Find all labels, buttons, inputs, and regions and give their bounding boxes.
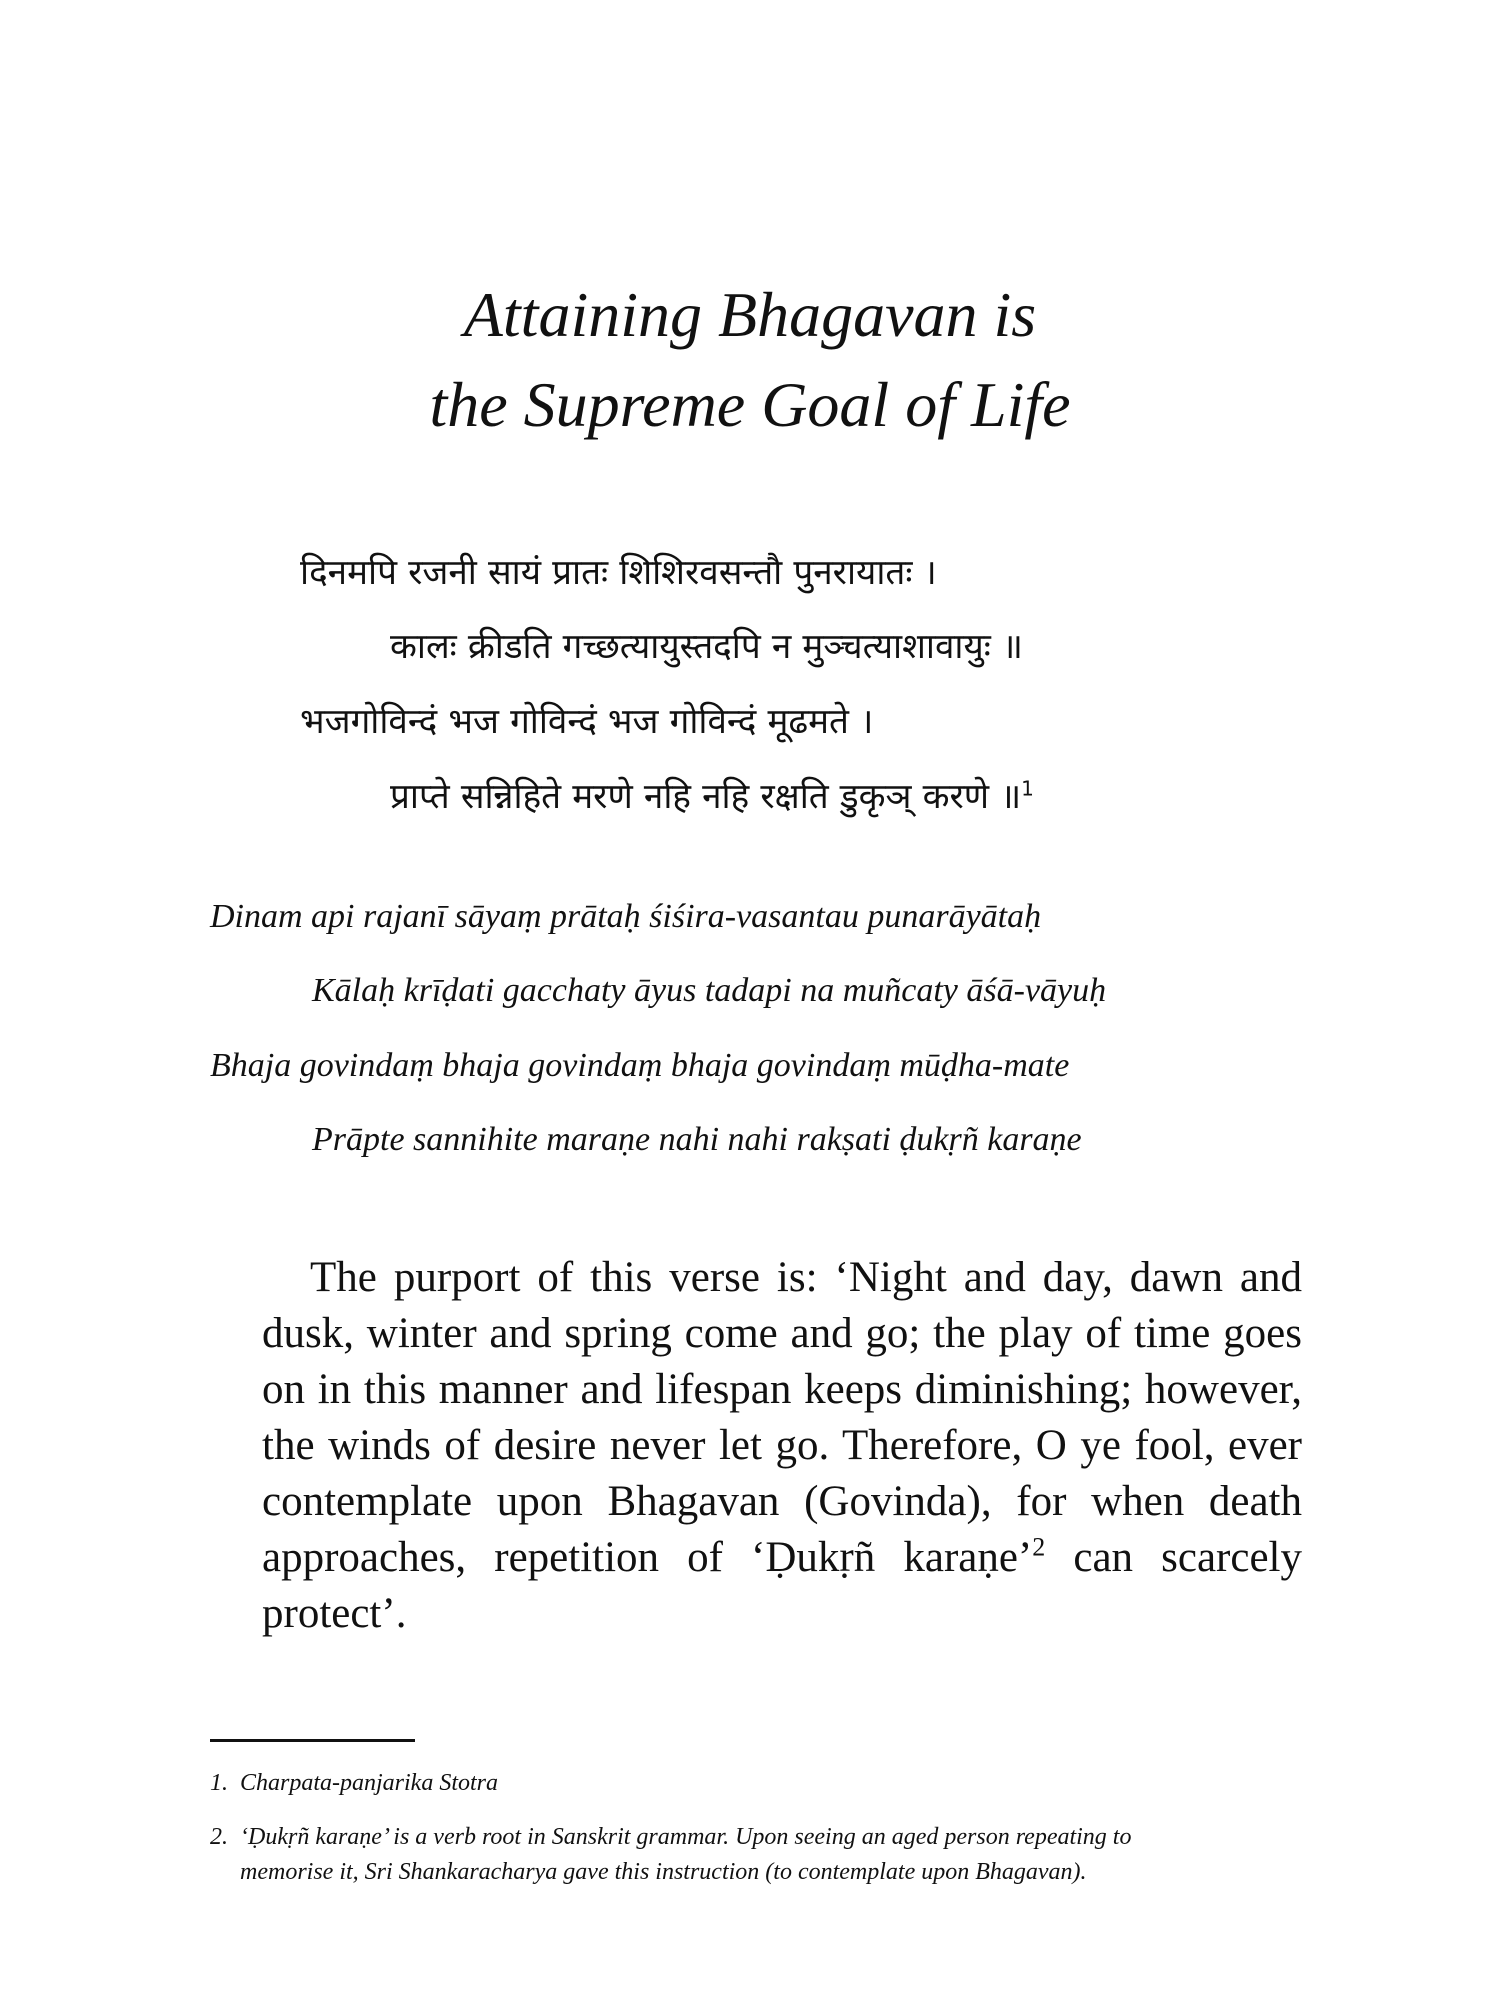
- footnote-2: [210, 1820, 1210, 1890]
- transliteration-line-2: Kālaḥ krīḍati gacchaty āyus tadapi na muñcaty āśā-vāyuḥ: [312, 972, 1107, 1009]
- devanagari-verse-line-3: भजगोविन्दं भज गोविन्दं भज गोविन्दं मूढमते ।: [300, 702, 874, 742]
- page-title: [0, 270, 1500, 450]
- transliteration-line-4: Prāpte sannihite maraṇe nahi nahi rakṣati ḍukṛñ karaṇe: [312, 1121, 1082, 1158]
- footnote-ref-2: 2: [1032, 1532, 1046, 1562]
- footnote-ref-1: 1: [1021, 776, 1034, 801]
- footnote-divider: [210, 1739, 415, 1742]
- title-line-2: the Supreme Goal of Life: [429, 369, 1071, 440]
- purport-paragraph: [262, 1250, 1302, 1642]
- title-line-1: Attaining Bhagavan is: [463, 279, 1037, 350]
- devanagari-verse-line-4: प्राप्ते सन्निहिते मरणे नहि नहि रक्षति डुकृञ् करणे ॥$^1$: [390, 776, 1034, 817]
- footnote-2-number: 2.: [210, 1824, 228, 1850]
- purport-text: The purport of this verse is: ‘Night and day, dawn and dusk, winter and spring come and go; the play of time goes on in this manner and lifespan keeps diminishing; however, the winds of desire never let go. Therefore, O ye fool, ever contemplate upon Bhagavan (Govinda), for when death approaches, repetition of ‘Ḍukṛñ karaṇe’: [262, 1254, 1302, 1581]
- footnote-1-number: 1.: [210, 1770, 228, 1796]
- transliteration-line-1: Dinam api rajanī sāyaṃ prātaḥ śiśira-vasantau punarāyātaḥ: [210, 898, 1042, 935]
- footnote-2-text: ‘Ḍukṛñ karaṇe’ is a verb root in Sanskrit grammar. Upon seeing an aged person repeating to memorise it, Sri Shankaracharya gave this instruction (to contemplate upon Bhagavan).: [240, 1824, 1132, 1885]
- footnote-1: [210, 1766, 1210, 1801]
- devanagari-verse-line-2: कालः क्रीडति गच्छत्यायुस्तदपि न मुञ्चत्याशावायुः ॥: [390, 627, 1023, 667]
- transliteration-line-3: Bhaja govindaṃ bhaja govindaṃ bhaja govindaṃ mūḍha-mate: [210, 1047, 1070, 1084]
- devanagari-verse-line-1: दिनमपि रजनी सायं प्रातः शिशिरवसन्तौ पुनरायातः ।: [300, 553, 937, 593]
- footnote-1-text: Charpata-panjarika Stotra: [240, 1770, 499, 1796]
- purport-text-end: can scarcely protect’.: [262, 1534, 1302, 1637]
